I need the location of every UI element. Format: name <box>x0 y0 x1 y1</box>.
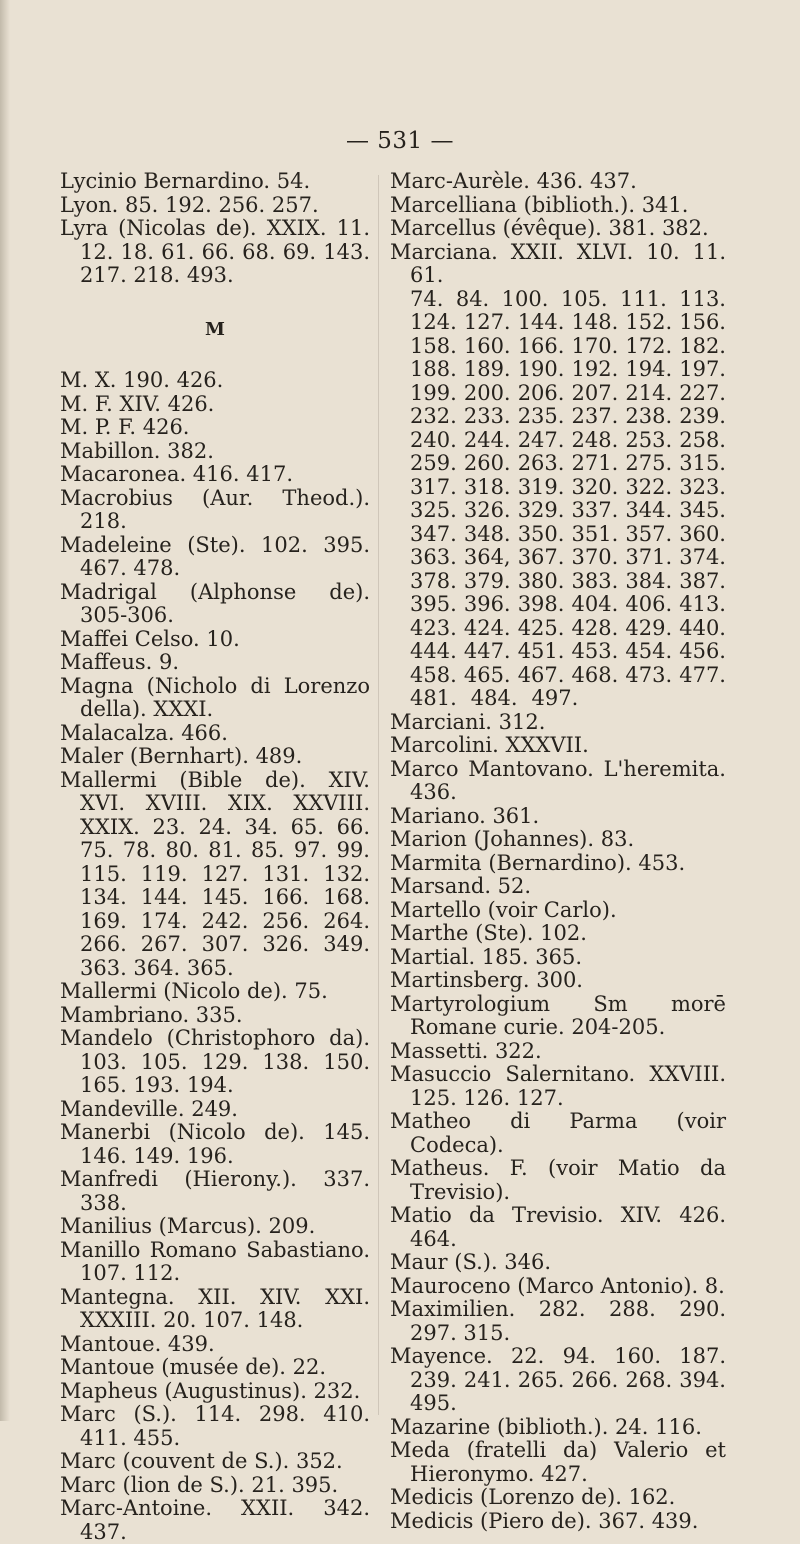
page-reference: 454. <box>625 639 673 663</box>
index-entry: Malacalza. 466. <box>60 720 228 745</box>
index-entry: Marc (lion de S.). 21. 395. <box>60 1472 339 1497</box>
index-entry: Maler (Bernhart). 489. <box>60 744 303 768</box>
index-entry: Madrigal (Alphonse de). 305-306. <box>60 579 370 627</box>
page-reference: 378. <box>410 568 457 593</box>
index-entry: Mayence. 22. 94. 160. 187. 239. 241. 265. 266. 268. 394. 495. <box>390 1344 726 1415</box>
page-reference: 318. <box>463 474 511 499</box>
page-reference: 387. <box>679 568 726 593</box>
page-reference: 172. <box>625 333 673 358</box>
page-reference: 465. <box>463 662 511 687</box>
number-row <box>410 664 726 688</box>
index-entry: Marsand. 52. <box>390 874 532 898</box>
page-number: — 531 — <box>345 128 455 154</box>
page-reference: 315. <box>679 451 726 475</box>
page-reference: 396. <box>463 592 511 616</box>
page-reference: 371. <box>625 545 673 569</box>
number-row <box>410 476 726 500</box>
page-reference: 429. <box>625 615 673 640</box>
page-reference: 497. <box>531 686 579 710</box>
index-entry: Manerbi (Nicolo de). 145. 146. 149. 196. <box>60 1120 370 1168</box>
index-entry: Matio da Trevisio. XIV. 426. 464. <box>390 1203 726 1251</box>
right-column <box>390 170 726 1533</box>
page-reference: 190. <box>517 357 565 381</box>
index-entry: Manilius (Marcus). 209. <box>60 1214 316 1238</box>
page-reference: 425. <box>517 615 565 640</box>
page-reference: 113. <box>679 286 726 311</box>
page-reference: 263. <box>517 451 565 475</box>
index-entry: Mauroceno (Marco Antonio). 8. <box>390 1273 725 1298</box>
page-reference: 240. <box>410 427 457 452</box>
right-entries-before <box>390 170 726 288</box>
index-entry: Mandeville. 249. <box>60 1096 238 1121</box>
page-reference: 189. <box>463 357 511 381</box>
page-reference: 258. <box>679 427 726 452</box>
index-entry: Martinsberg. 300. <box>390 968 583 992</box>
page-reference: 447. <box>463 639 511 663</box>
right-entries-after <box>390 711 726 1534</box>
page-reference: 239. <box>679 404 726 428</box>
page-reference: 468. <box>571 662 619 687</box>
index-entry: Marciana. XXII. XLVI. 10. 11. 61. <box>390 239 726 287</box>
page-reference: 260. <box>463 451 511 475</box>
page-reference: 383. <box>571 568 619 593</box>
index-entry: Martial. 185. 365. <box>390 944 582 969</box>
index-entry: Massetti. 322. <box>390 1038 542 1063</box>
page-reference: 319. <box>517 474 565 499</box>
page-reference: 124. <box>410 310 457 334</box>
index-entry: Mandelo (Christophoro da). 103. 105. 129. 138. 150. 165. 193. 194. <box>60 1026 370 1097</box>
page-reference: 367. <box>517 545 565 569</box>
index-entry: M. P. F. 426. <box>60 415 190 439</box>
index-entry: Mambriano. 335. <box>60 1002 243 1027</box>
number-row <box>410 617 726 641</box>
page-reference: 127. <box>463 310 511 334</box>
page-reference: 84. <box>455 286 490 311</box>
index-entry: Meda (fratelli da) Valerio et Hieronymo. 427. <box>390 1438 726 1486</box>
index-entry: Marciani. 312. <box>390 709 546 734</box>
page-reference: 453. <box>571 639 619 663</box>
index-entry: Macrobius (Aur. Theod.). 218. <box>60 485 370 533</box>
page-reference: 344. <box>625 498 673 522</box>
page-reference: 395. <box>410 592 457 616</box>
page-reference: 227. <box>679 380 726 405</box>
index-entry: Marcelliana (biblioth.). 341. <box>390 192 689 217</box>
index-entry: Lyra (Nicolas de). XXIX. 11. 12. 18. 61. 66. 68. 69. 143. 217. 218. 493. <box>60 216 370 287</box>
number-row <box>410 687 726 711</box>
page-reference: 481. <box>410 686 457 710</box>
page-reference: 323. <box>679 474 726 499</box>
index-entry: Maffei Celso. 10. <box>60 626 240 651</box>
number-row <box>410 640 726 664</box>
page-reference: 398. <box>517 592 565 616</box>
page-reference: 337. <box>571 498 619 522</box>
page-reference: 350. <box>517 521 565 546</box>
number-row <box>410 382 726 406</box>
index-entry: Mallermi (Bible de). XIV. XVI. XVIII. XIX. XXVIII. XXIX. 23. 24. 34. 65. 66. 75. 78. 80. 81. 85. 97. 99. 115. 119. 127. 131. 132. 134. 144. 145. 166. 168. 169. 174. 242. 256. 264. 266. 267. 307. 326. 349. 363. 364. 365. <box>60 767 370 980</box>
page-reference: 100. <box>501 286 549 311</box>
page-reference: 317. <box>410 474 457 499</box>
page-reference: 363. <box>410 545 457 569</box>
index-entry: Maximilien. 282. 288. 290. 297. 315. <box>390 1297 726 1345</box>
page-reference: 233. <box>463 404 511 428</box>
page-reference: 247. <box>517 427 565 452</box>
index-entry: Mallermi (Nicolo de). 75. <box>60 979 328 1003</box>
number-row <box>410 288 726 312</box>
page-reference: 320. <box>571 474 619 499</box>
index-entry: M. F. XIV. 426. <box>60 391 215 416</box>
page-reference: 326. <box>463 498 511 522</box>
page-reference: 111. <box>620 286 667 311</box>
page-reference: 148. <box>571 310 619 334</box>
index-entry: Maffeus. 9. <box>60 650 180 674</box>
index-entry: Madeleine (Ste). 102. 395. 467. 478. <box>60 532 370 580</box>
page-reference: 199. <box>410 380 457 405</box>
index-entry: Mazarine (biblioth.). 24. 116. <box>390 1414 702 1439</box>
number-row <box>410 593 726 617</box>
page-reference: 271. <box>571 451 619 475</box>
page-edge-shadow <box>0 0 10 1421</box>
page-reference: 379. <box>463 568 511 593</box>
left-entries <box>60 369 370 1544</box>
index-entry: Mariano. 361. <box>390 803 540 828</box>
column-divider <box>378 175 379 1415</box>
page-reference: 253. <box>625 427 673 452</box>
index-entry: Marc (couvent de S.). 352. <box>60 1449 343 1473</box>
page-reference: 467. <box>517 662 565 687</box>
index-entry: Lyon. 85. 192. 256. 257. <box>60 192 319 217</box>
index-entry: Lycinio Bernardino. 54. <box>60 169 311 193</box>
page-reference: 170. <box>571 333 619 358</box>
page-reference: 428. <box>571 615 619 640</box>
index-entry: Marc-Aurèle. 436. 437. <box>390 169 637 193</box>
page-reference: 235. <box>517 404 565 428</box>
index-entry: Mapheus (Augustinus). 232. <box>60 1378 361 1403</box>
index-entry: Medicis (Lorenzo de). 162. <box>390 1485 676 1509</box>
page-reference: 380. <box>517 568 565 593</box>
index-entry: Marion (Johannes). 83. <box>390 827 635 851</box>
number-row <box>410 429 726 453</box>
left-column <box>60 170 370 1544</box>
page-reference: 197. <box>679 357 726 381</box>
index-entry: Mantegna. XII. XIV. XXI. XXXIII. 20. 107. 148. <box>60 1284 370 1332</box>
number-row <box>410 570 726 594</box>
number-row <box>410 523 726 547</box>
page-reference: 325. <box>410 498 457 522</box>
page-reference: 424. <box>463 615 511 640</box>
index-entry: Marco Mantovano. L'heremita. 436. <box>390 756 726 804</box>
page-reference: 182. <box>679 333 726 358</box>
page-reference: 166. <box>517 333 565 358</box>
page-reference: 444. <box>410 639 457 663</box>
page-reference: 237. <box>571 404 619 428</box>
index-entry: Manillo Romano Sabastiano. 107. 112. <box>60 1237 370 1285</box>
page-reference: 404. <box>571 592 619 616</box>
index-entry: Masuccio Salernitano. XXVIII. 125. 126. 127. <box>390 1062 726 1110</box>
page-reference: 232. <box>410 404 457 428</box>
page-reference: 206. <box>517 380 565 405</box>
page-reference: 440. <box>679 615 726 640</box>
index-entry: Marc-Antoine. XXII. 342. 437. <box>60 1496 370 1544</box>
index-entry: M. X. 190. 426. <box>60 368 224 392</box>
page-reference: 194. <box>625 357 673 381</box>
number-row <box>410 405 726 429</box>
page-reference: 360. <box>679 521 726 546</box>
page-reference: 357. <box>625 521 673 546</box>
page-reference: 188. <box>410 357 457 381</box>
page-reference: 348. <box>463 521 511 546</box>
index-entry: Matheo di Parma (voir Codeca). <box>390 1109 726 1157</box>
number-row <box>410 499 726 523</box>
page-reference: 347. <box>410 521 457 546</box>
page-reference: 259. <box>410 451 457 475</box>
page-reference: 144. <box>517 310 565 334</box>
left-top-entries <box>60 170 370 288</box>
page-reference: 322. <box>625 474 673 499</box>
index-entry: Mantoue (musée de). 22. <box>60 1355 327 1379</box>
page-reference: 458. <box>410 662 457 687</box>
number-row <box>410 335 726 359</box>
page-reference: 214. <box>625 380 673 405</box>
page-reference: 152. <box>625 310 673 334</box>
page-reference: 192. <box>571 357 619 381</box>
index-entry: Marcellus (évêque). 381. 382. <box>390 216 709 240</box>
page-reference: 473. <box>625 662 673 687</box>
number-row <box>410 311 726 335</box>
index-entry: Manfredi (Hierony.). 337. 338. <box>60 1167 370 1215</box>
page-reference: 423. <box>410 615 457 640</box>
index-entry: Medicis (Piero de). 367. 439. <box>390 1508 699 1533</box>
index-entry: Matheus. F. (voir Matio da Trevisio). <box>390 1156 726 1204</box>
page-reference: 413. <box>679 592 726 616</box>
index-entry: Magna (Nicholo di Lorenzo della). XXXI. <box>60 673 370 721</box>
index-entry: Marthe (Ste). 102. <box>390 921 587 945</box>
page-reference: 370. <box>571 545 619 569</box>
page-reference: 275. <box>625 451 673 475</box>
index-entry: Martyrologium Sm morē Romane curie. 204-205. <box>390 991 726 1039</box>
number-row <box>410 358 726 382</box>
page-reference: 207. <box>571 380 619 405</box>
page-reference: 345. <box>679 498 726 522</box>
page-reference: 456. <box>679 639 726 663</box>
page-reference: 156. <box>679 310 726 334</box>
index-entry: Macaronea. 416. 417. <box>60 462 293 486</box>
index-entry: Mantoue. 439. <box>60 1331 215 1356</box>
number-row <box>410 452 726 476</box>
page-reference: 238. <box>625 404 673 428</box>
page-reference: 329. <box>517 498 565 522</box>
section-letter: M <box>205 318 225 340</box>
page-reference: 160. <box>463 333 511 358</box>
marciana-number-grid <box>390 288 726 711</box>
index-entry: Maur (S.). 346. <box>390 1250 552 1274</box>
index-entry: Mabillon. 382. <box>60 438 214 463</box>
page-reference: 374. <box>679 545 726 569</box>
index-entry: Martello (voir Carlo). <box>390 897 617 922</box>
page-reference: 248. <box>571 427 619 452</box>
number-row <box>410 546 726 570</box>
index-entry: Marcolini. XXXVII. <box>390 733 589 757</box>
page-reference: 364, <box>463 545 511 569</box>
page-reference: 451. <box>517 639 565 663</box>
index-entry: Marc (S.). 114. 298. 410. 411. 455. <box>60 1402 370 1450</box>
page-reference: 484. <box>470 686 518 710</box>
index-entry: Marmita (Bernardino). 453. <box>390 850 686 875</box>
page-reference: 406. <box>625 592 673 616</box>
page-reference: 244. <box>463 427 511 452</box>
page-reference: 384. <box>625 568 673 593</box>
page-reference: 200. <box>463 380 511 405</box>
page-reference: 105. <box>560 286 608 311</box>
page-reference: 158. <box>410 333 457 358</box>
page-reference: 351. <box>571 521 619 546</box>
page-reference: 477. <box>679 662 726 687</box>
page-reference: 74. <box>410 286 444 311</box>
